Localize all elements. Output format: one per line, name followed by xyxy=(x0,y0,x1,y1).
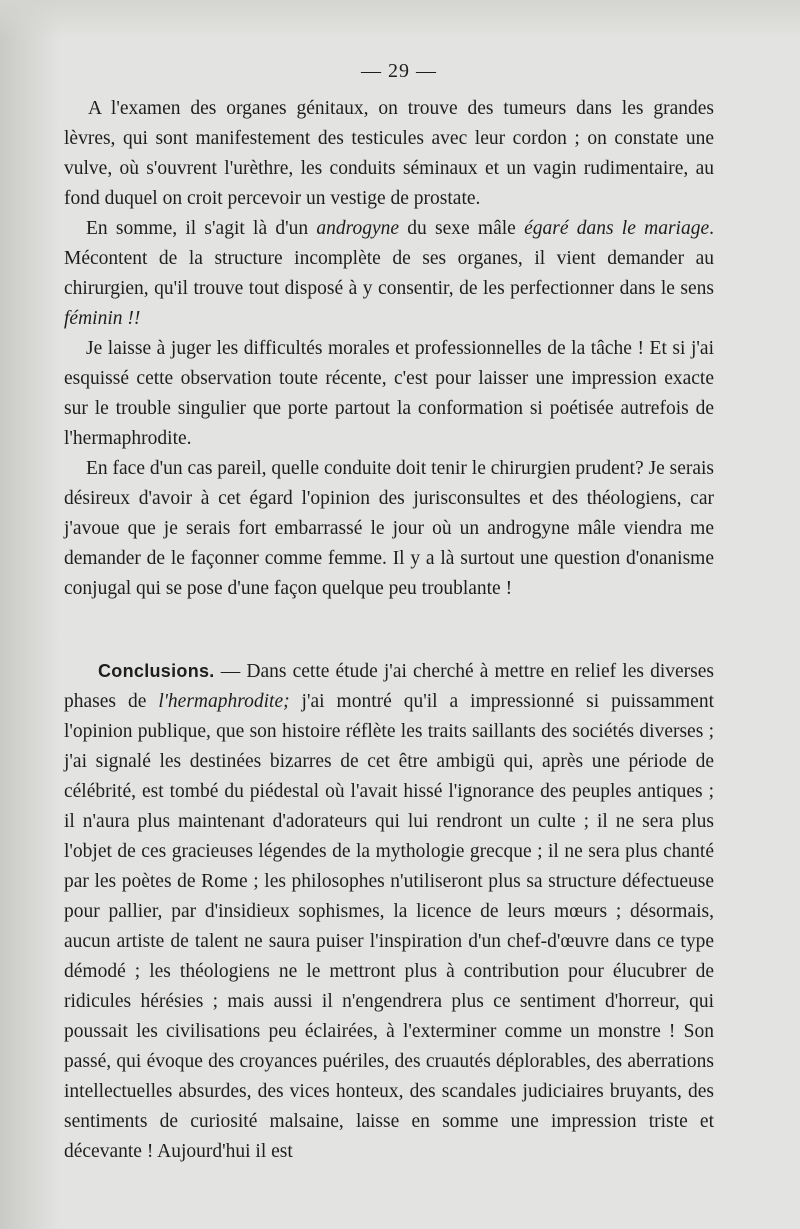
conclusions-heading: Conclusions. xyxy=(98,661,215,681)
p2-em-egare: égaré dans le mariage xyxy=(524,218,710,239)
p2-mid: du sexe mâle xyxy=(399,218,525,239)
p2-post: . Mécontent de la structure incomplète de ses organes, il vient demander au chirurgien, qu'il trouve tout disposé à y consentir, de les perfectionner dans le sens xyxy=(64,218,714,299)
p2-em-androgyne: androgyne xyxy=(316,218,400,239)
paragraph-en-face: En face d'un cas pareil, quelle conduite doit tenir le chirurgien prudent? Je serais désireux d'avoir à cet égard l'opinion des jurisconsultes et des théologiens, car j'avoue que je serais fort embarrassé le jour où un androgyne mâle viendra me demander de le façonner comme femme. Il y a là surtout une question d'onanisme conjugal qui se pose d'une façon quelque peu troublante ! xyxy=(64,458,714,599)
conclusions-pre: — Dans cette étude j'ai cherché à mettre en relief les diverses phases de xyxy=(64,661,714,712)
book-page xyxy=(64,58,714,1167)
conclusions-em: l'hermaphrodite; xyxy=(158,691,290,712)
page-number: — 29 — xyxy=(361,60,437,82)
p2-em-feminin: féminin !! xyxy=(64,308,141,329)
paragraph-examen: A l'examen des organes génitaux, on trouve des tumeurs dans les grandes lèvres, qui sont manifestement des testicules avec leur cordon ; on constate une vulve, où s'ouvrent l'urèthre, les conduits séminaux et un vagin rudimentaire, au fond duquel on croit percevoir un vestige de prostate. xyxy=(64,98,714,209)
conclusions-post: j'ai montré qu'il a impressionné si puissamment l'opinion publique, que son histoire réflète les traits saillants des sociétés diverses ; j'ai signalé les destinées bizarres de cet être ambigü qui, après une période de célébrité, est tombé du piédestal où l'avait hissé l'ignorance des peuples antiques ; il n'aura plus maintenant d'adorateurs qui lui rendront un culte ; il ne sera plus l'objet de ces gracieuses légendes de la mythologie grecque ; il ne sera plus chanté par les poètes de Rome ; les philosophes n'utiliseront plus sa structure défectueuse pour pallier, par d'insidieux sophismes, la licence de leurs mœurs ; désormais, aucun artiste de talent ne saura puiser l'inspiration d'un chef-d'œuvre dans ce type démodé ; les théologiens ne le mettront plus à contribution pour élucubrer de ridicules hérésies ; mais aussi il n'engendrera plus ce sentiment d'horreur, qui poussait les civilisations peu éclairées, à l'exterminer comme un monstre ! Son passé, qui évoque des croyances puériles, des cruautés déplorables, des aberrations intellectuelles absurdes, des vices honteux, des scandales judiciaires bruyants, des sentiments de curiosité malsaine, laisse en somme une impression triste et décevante ! Aujourd'hui il est xyxy=(64,691,714,1162)
paragraph-en-somme xyxy=(64,214,714,334)
paragraph-conclusions xyxy=(64,656,714,1167)
p2-pre: En somme, il s'agit là d'un xyxy=(86,218,317,239)
section-gap xyxy=(64,604,714,656)
scan-shadow-top xyxy=(0,0,800,40)
paragraph-je-laisse: Je laisse à juger les difficultés morales et professionnelles de la tâche ! Et si j'ai esquissé cette observation toute récente, c'est pour laisser une impression exacte sur le trouble singulier que porte partout la conformation si poétisée autrefois de l'hermaphrodite. xyxy=(64,338,714,449)
scan-shadow-left xyxy=(0,0,60,1229)
